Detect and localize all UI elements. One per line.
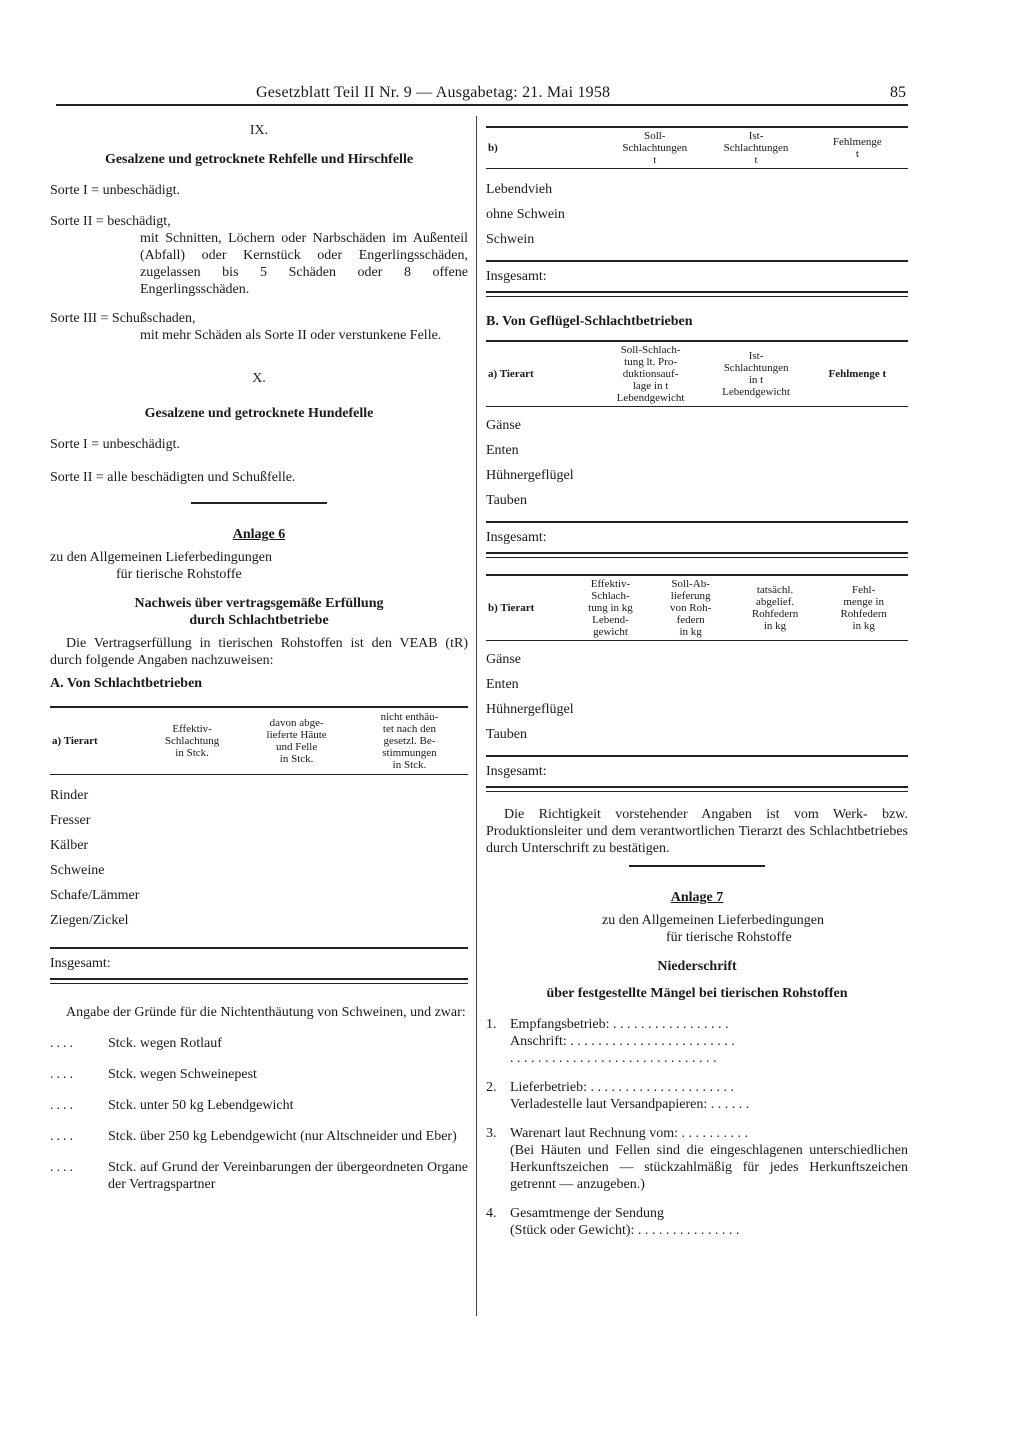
anlage7-sub1: zu den Allgemeinen Lieferbedingungen xyxy=(602,913,824,928)
anlage6-heading2: durch Schlachtbetriebe xyxy=(189,613,329,628)
item-number: 3. xyxy=(486,1126,497,1141)
niederschrift-item xyxy=(486,1205,908,1239)
table-ab-col-b: b) xyxy=(488,142,498,154)
anlage7-heading2: über festgestellte Mängel bei tierischen Rohstoffen xyxy=(546,986,848,1001)
table-row: Lebendvieh xyxy=(486,182,553,197)
table-bb-total: Insgesamt: xyxy=(486,764,547,779)
table-row: Schafe/Lämmer xyxy=(50,888,140,903)
reason-item xyxy=(50,1097,468,1114)
table-bb-col-effektiv: Effektiv- Schlach- tung in kg Lebend- gewicht xyxy=(588,578,633,638)
dots: .... xyxy=(50,1129,76,1144)
table-bb-col-fehl: Fehl- menge in Rohfedern in kg xyxy=(840,584,887,632)
anlage6-sub1: zu den Allgemeinen Lieferbedingungen xyxy=(50,550,272,565)
table-ba-col-ist: Ist- Schlachtungen in t Lebendgewicht xyxy=(722,350,790,398)
table-ba-total-rule xyxy=(486,521,908,523)
reasons-intro: Angabe der Gründe für die Nichtenthäutung von Schweinen, und zwar: xyxy=(66,1005,466,1020)
table-ab-total-rule xyxy=(486,260,908,262)
table-bb-col-tierart: b) Tierart xyxy=(488,602,535,614)
table-ab-rows xyxy=(486,177,908,252)
table-ab-col-ist: Ist- Schlachtungen t xyxy=(723,130,789,166)
right-column xyxy=(486,116,908,1239)
sec9-sorte-2-label: Sorte II = beschädigt, xyxy=(50,214,171,229)
item-line: . . . . . . . . . . . . . . . . . . . . . . . . . . . . . . xyxy=(510,1051,717,1066)
table-row: Enten xyxy=(486,443,519,458)
table-row: Tauben xyxy=(486,493,528,508)
sec9-sorte-1: Sorte I = unbeschädigt. xyxy=(50,183,180,198)
table-bb-header-rule xyxy=(486,640,908,641)
table-ab-header xyxy=(486,128,908,168)
table-a-bottom-rule xyxy=(50,978,468,984)
table-row: Hühnergeflügel xyxy=(486,468,574,483)
table-a-header xyxy=(50,708,468,774)
reason-text: Stck. über 250 kg Lebendgewicht (nur Altschneider und Eber) xyxy=(108,1129,457,1144)
anlage7-title: Anlage 7 xyxy=(670,890,724,905)
section-b-title: B. Von Geflügel-Schlachtbetrieben xyxy=(486,314,693,329)
dots: .... xyxy=(50,1160,76,1175)
table-bb-rows xyxy=(486,647,908,747)
table-row: Gänse xyxy=(486,418,521,433)
table-bb-total-rule xyxy=(486,755,908,757)
section-ix-number: IX. xyxy=(249,123,269,138)
confirmation-text: Die Richtigkeit vorstehender Angaben ist vom Werk- bzw. Produktionsleiter und dem verantwortlichen Tierarzt des Schlachtbetriebes durch Unterschrift zu bestätigen. xyxy=(486,807,908,856)
item-line: Anschrift: . . . . . . . . . . . . . . . . . . . . . . . . xyxy=(510,1034,735,1049)
table-ab-header-rule xyxy=(486,168,908,169)
table-a-header-rule xyxy=(50,774,468,775)
item-line: (Bei Häuten und Fellen sind die eingeschlagenen unterschiedlichen Herkunftszeichen — stückzahlmäßig für jedes Herkunftszeichen getrennt — anzugeben.) xyxy=(510,1143,908,1192)
table-ab-total: Insgesamt: xyxy=(486,269,547,284)
table-a-col-haeute: davon abge- lieferte Häute und Felle in Stck. xyxy=(266,717,327,765)
table-row: Hühnergeflügel xyxy=(486,702,574,717)
column-divider xyxy=(476,116,477,1316)
sec9-sorte-2-text: mit Schnitten, Löchern oder Narbschäden im Außenteil (Abfall) oder Kernstück oder Engerlingsschäden, zugelassen bis 5 Schäden oder 8 offene Engerlingsschäden. xyxy=(140,231,468,297)
niederschrift-item xyxy=(486,1125,908,1193)
page-number: 85 xyxy=(890,84,906,101)
page-header xyxy=(56,80,908,106)
table-ba-bottom-rule xyxy=(486,552,908,558)
item-line: Lieferbetrieb: . . . . . . . . . . . . . . . . . . . . . xyxy=(510,1080,734,1095)
sec10-sorte-2: Sorte II = alle beschädigten und Schußfelle. xyxy=(50,470,296,485)
reason-text: Stck. unter 50 kg Lebendgewicht xyxy=(108,1098,294,1113)
section-x-number: X. xyxy=(252,371,266,386)
anlage6-sub2: für tierische Rohstoffe xyxy=(116,567,242,582)
item-line: Empfangsbetrieb: . . . . . . . . . . . . . . . . . xyxy=(510,1017,729,1032)
reason-text: Stck. wegen Schweinepest xyxy=(108,1067,257,1082)
niederschrift-item xyxy=(486,1079,908,1113)
dots: .... xyxy=(50,1067,76,1082)
anlage6-title: Anlage 6 xyxy=(232,527,286,542)
table-row: Rinder xyxy=(50,788,89,803)
sec9-sorte-3-text: mit mehr Schäden als Sorte II oder verstunkene Felle. xyxy=(140,328,442,343)
left-column xyxy=(50,116,468,1193)
reason-text: Stck. wegen Rotlauf xyxy=(108,1036,222,1051)
table-row: Fresser xyxy=(50,813,91,828)
table-ab-col-soll: Soll- Schlachtungen t xyxy=(622,130,688,166)
table-a-col-nicht-enthaeutet: nicht enthäu- tet nach den gesetzl. Be- stimmungen in Stck. xyxy=(380,711,439,771)
item-line: Warenart laut Rechnung vom: . . . . . . . . . . xyxy=(510,1126,748,1141)
table-ba-rows xyxy=(486,413,908,513)
table-ab-bottom-rule xyxy=(486,291,908,297)
item-line: Verladestelle laut Versandpapieren: . . . . . . xyxy=(510,1097,750,1112)
reason-text: Stck. auf Grund der Vereinbarungen der übergeordneten Organe der Vertragspartner xyxy=(108,1160,468,1192)
item-line: (Stück oder Gewicht): . . . . . . . . . . . . . . . xyxy=(510,1223,740,1238)
section-a-title: A. Von Schlachtbetrieben xyxy=(50,676,203,691)
reason-item xyxy=(50,1035,468,1052)
sec9-sorte-3-label: Sorte III = Schußschaden, xyxy=(50,311,196,326)
section-x-title: Gesalzene und getrocknete Hundefelle xyxy=(144,406,374,421)
niederschrift-item xyxy=(486,1016,908,1067)
table-bb-col-soll: Soll-Ab- lieferung von Roh- federn in kg xyxy=(670,578,712,638)
table-ba-col-soll: Soll-Schlach- tung lt. Pro- duktionsauf- lage in t Lebendgewicht xyxy=(616,344,685,404)
table-ba-total: Insgesamt: xyxy=(486,530,547,545)
table-a-total: Insgesamt: xyxy=(50,956,111,971)
separator-rule xyxy=(191,502,327,504)
table-row: Enten xyxy=(486,677,519,692)
table-a-col-tierart: a) Tierart xyxy=(52,735,98,747)
item-number: 2. xyxy=(486,1080,497,1095)
anlage6-intro: Die Vertragserfüllung in tierischen Rohstoffen ist den VEAB (tR) durch folgende Angaben nachzuweisen: xyxy=(50,636,468,668)
section-ix-title: Gesalzene und getrocknete Rehfelle und Hirschfelle xyxy=(104,152,414,167)
table-bb-col-tatsaechlich: tatsächl. abgelief. Rohfedern in kg xyxy=(751,584,799,632)
table-row: Schweine xyxy=(50,863,105,878)
table-row: Tauben xyxy=(486,727,528,742)
table-ba-col-tierart: a) Tierart xyxy=(488,368,534,380)
anlage7-heading1: Niederschrift xyxy=(657,959,737,974)
reason-item xyxy=(50,1159,468,1193)
table-bb-bottom-rule xyxy=(486,786,908,792)
table-a-total-rule xyxy=(50,947,468,949)
dots: .... xyxy=(50,1036,76,1051)
table-row: Schwein xyxy=(486,232,535,247)
item-line: Gesamtmenge der Sendung xyxy=(510,1206,664,1221)
table-ba-header xyxy=(486,342,908,406)
table-row: Gänse xyxy=(486,652,521,667)
table-ab-col-fehl: Fehlmenge t xyxy=(832,136,882,160)
item-number: 4. xyxy=(486,1206,497,1221)
table-ba-header-rule xyxy=(486,406,908,407)
header-title: Gesetzblatt Teil II Nr. 9 — Ausgabetag: 21. Mai 1958 xyxy=(256,84,611,101)
table-bb-header xyxy=(486,576,908,640)
anlage7-sub2: für tierische Rohstoffe xyxy=(666,930,792,945)
table-row: ohne Schwein xyxy=(486,207,565,222)
table-ba-col-fehl: Fehlmenge t xyxy=(828,368,887,380)
table-a-col-effektiv: Effektiv- Schlachtung in Stck. xyxy=(164,723,220,759)
reason-item xyxy=(50,1066,468,1083)
anlage6-heading1: Nachweis über vertragsgemäße Erfüllung xyxy=(134,596,384,611)
separator-rule xyxy=(629,865,765,867)
item-number: 1. xyxy=(486,1017,497,1032)
reason-item xyxy=(50,1128,468,1145)
table-row: Kälber xyxy=(50,838,89,853)
table-a-rows xyxy=(50,783,468,933)
dots: .... xyxy=(50,1098,76,1113)
sec10-sorte-1: Sorte I = unbeschädigt. xyxy=(50,437,180,452)
table-row: Ziegen/Zickel xyxy=(50,913,129,928)
